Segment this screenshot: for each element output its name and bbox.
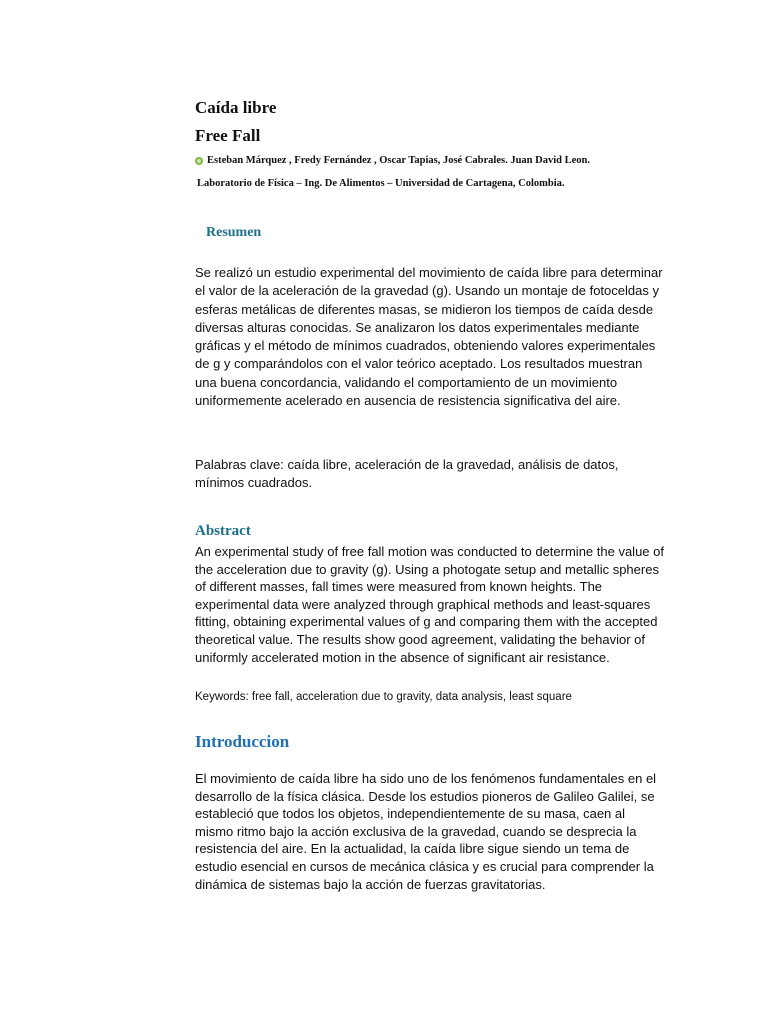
abstract-heading: Abstract [195,523,251,539]
keywords: Keywords: free fall, acceleration due to gravity, data analysis, least square [195,691,572,703]
authors-text: Esteban Márquez , Fredy Fernández , Oscar Tapias, José Cabrales. Juan David Leon. [207,155,590,166]
orcid-icon[interactable] [195,157,203,165]
introduccion-heading: Introduccion [195,732,290,751]
resumen-paragraph: Se realizó un estudio experimental del movimiento de caída libre para determinar el valor de la aceleración de la gravedad (g). Usando un montaje de fotoceldas y esferas metálicas de diferentes masas, se midieron los tiempos de caída desde diversas alturas conocidas. Se analizaron los datos experimentales mediante gráficas y el método de mínimos cuadrados, obteniendo valores experimentales de g y comparándolos con el valor teórico aceptado. Los resultados muestran una buena concordancia, validando el comportamiento de un movimiento uniformemente acelerado en ausencia de resistencia significativa del aire. [195,265,663,409]
title-spanish: Caída libre [195,98,277,117]
resumen-heading: Resumen [206,225,262,240]
introduccion-paragraph: El movimiento de caída libre ha sido uno de los fenómenos fundamentales en el desarrollo de la física clásica. Desde los estudios pioneros de Galileo Galilei, se estableció que todos los objetos, independientemente de su masa, caen al mismo ritmo bajo la acción exclusiva de la gravedad, cuando se desprecia la resistencia del aire. En la actualidad, la caída libre sigue siendo un tema de estudio esencial en cursos de mecánica clásica y es crucial para comprender la dinámica de sistemas bajo la acción de fuerzas gravitatorias. [195,771,657,892]
authors-line [195,155,590,166]
palabras-clave: Palabras clave: caída libre, aceleración de la gravedad, análisis de datos, mínimos cuadrados. [195,457,619,491]
affiliation: Laboratorio de Física – Ing. De Alimentos – Universidad de Cartagena, Colombia. [197,178,565,189]
abstract-paragraph: An experimental study of free fall motion was conducted to determine the value of the acceleration due to gravity (g). Using a photogate setup and metallic spheres of different masses, fall times were measured from known heights. The experimental data were analyzed through graphical methods and least-squares fitting, obtaining experimental values of g and comparing them with the accepted theoretical value. The results show good agreement, validating the behavior of uniformly accelerated motion in the absence of significant air resistance. [195,544,664,665]
title-english: Free Fall [195,126,261,145]
